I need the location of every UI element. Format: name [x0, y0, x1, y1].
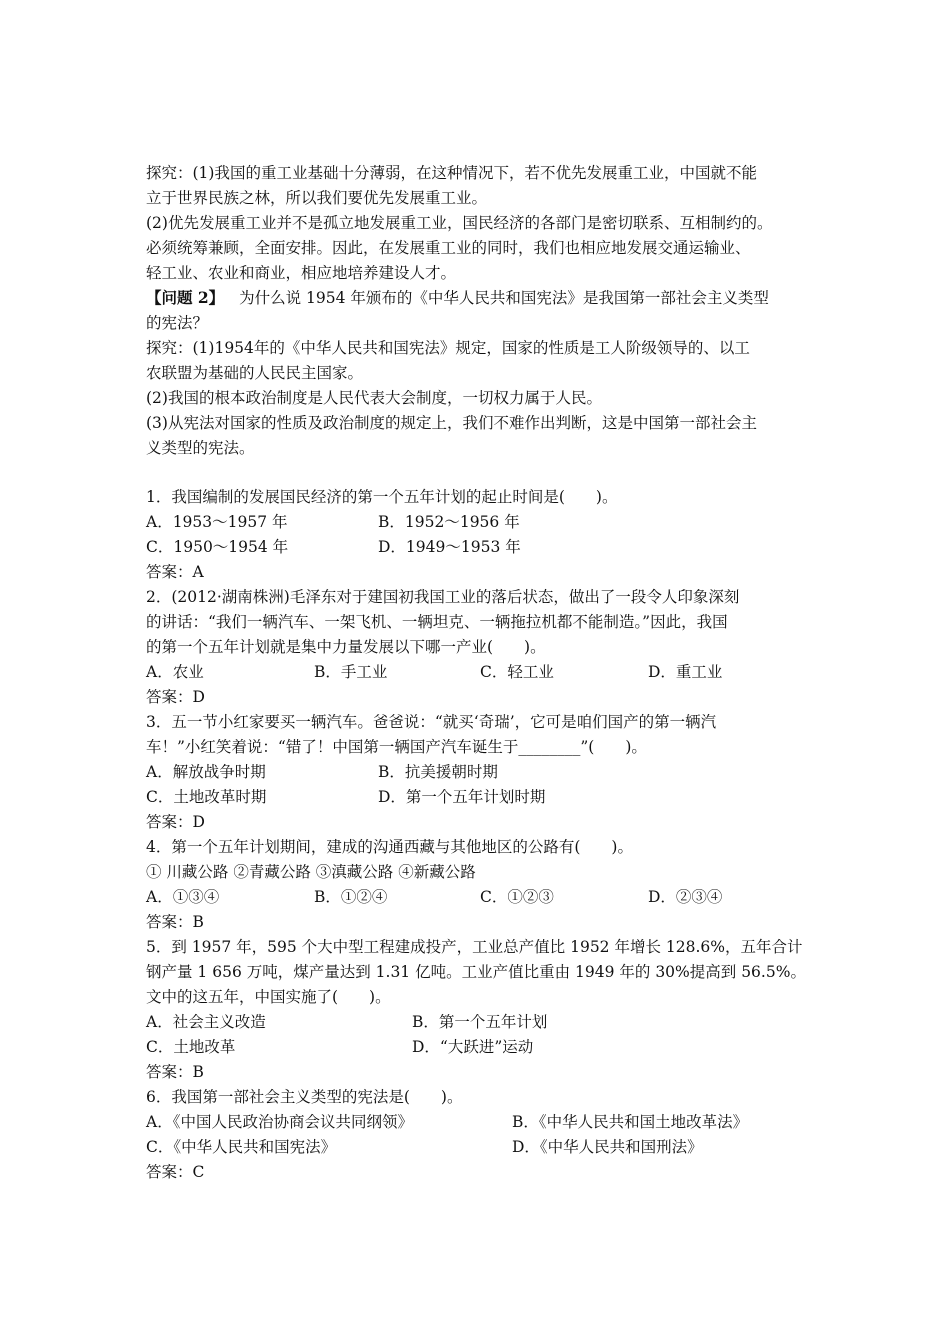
- q6-stem: 6．我国第一部社会主义类型的宪法是( )。: [146, 1088, 463, 1106]
- q2-line1: 2．(2012·湖南株洲)毛泽东对于建国初我国工业的落后状态，做出了一段令人印象深刻: [146, 588, 740, 606]
- q1-answer: 答案：A: [146, 563, 204, 581]
- question2-line2: 的宪法？: [146, 314, 209, 332]
- q1-option-a: A．1953～1957 年: [146, 513, 288, 531]
- q3-option-c: C．土地改革时期: [146, 788, 267, 806]
- q5-line3: 文中的这五年，中国实施了( )。: [146, 988, 391, 1006]
- q6-option-d: D．《中华人民共和国刑法》: [512, 1138, 703, 1156]
- q2-line2: 的讲话：“我们一辆汽车、一架飞机、一辆坦克、一辆拖拉机都不能制造。”因此，我国: [146, 613, 728, 631]
- explore1-line2: 立于世界民族之林，所以我们要优先发展重工业。: [146, 189, 488, 207]
- q1-option-c: C．1950～1954 年: [146, 538, 289, 556]
- q1-option-d: D．1949～1953 年: [378, 538, 521, 556]
- explore2-line4: (3)从宪法对国家的性质及政治制度的规定上，我们不难作出判断，这是中国第一部社会主: [146, 414, 757, 432]
- q5-option-a: A．社会主义改造: [146, 1013, 266, 1031]
- q6-option-c: C．《中华人民共和国宪法》: [146, 1138, 337, 1156]
- q4-option-b: B．①②④: [314, 888, 388, 906]
- q3-line2: 车！”小红笑着说：“错了！中国第一辆国产汽车诞生于________”( )。: [146, 738, 647, 756]
- q3-option-d: D．第一个五年计划时期: [378, 788, 546, 806]
- q2-option-d: D．重工业: [648, 663, 723, 681]
- q3-line1: 3．五一节小红家要买一辆汽车。爸爸说：“就买‘奇瑞’，它可是咱们国产的第一辆汽: [146, 713, 717, 731]
- q5-option-d: D．“大跃进”运动: [412, 1038, 534, 1056]
- q5-option-c: C．土地改革: [146, 1038, 236, 1056]
- explore2-line3: (2)我国的根本政治制度是人民代表大会制度，一切权力属于人民。: [146, 389, 602, 407]
- q5-line2: 钢产量 1 656 万吨，煤产量达到 1.31 亿吨。工业产值比重由 1949 年的 30%提高到 56.5%。: [146, 963, 806, 981]
- q3-option-b: B．抗美援朝时期: [378, 763, 498, 781]
- q6-answer: 答案：C: [146, 1163, 205, 1181]
- q5-answer: 答案：B: [146, 1063, 204, 1081]
- q2-line3: 的第一个五年计划就是集中力量发展以下哪一产业( )。: [146, 638, 546, 656]
- question2-line1: [146, 288, 769, 308]
- q4-option-a: A．①③④: [146, 888, 220, 906]
- explore1-line5: 轻工业、农业和商业，相应地培养建设人才。: [146, 264, 457, 282]
- q2-option-a: A．农业: [146, 663, 204, 681]
- explore1-line4: 必须统筹兼顾，全面安排。因此，在发展重工业的同时，我们也相应地发展交通运输业、: [146, 239, 751, 257]
- q3-option-a: A．解放战争时期: [146, 763, 266, 781]
- q5-option-b: B．第一个五年计划: [412, 1013, 548, 1031]
- explore2-line2: 农联盟为基础的人民民主国家。: [146, 364, 364, 382]
- explore2-line5: 义类型的宪法。: [146, 439, 255, 457]
- question2-text: 为什么说 1954 年颁布的《中华人民共和国宪法》是我国第一部社会主义类型: [239, 289, 769, 307]
- explore1-line3: (2)优先发展重工业并不是孤立地发展重工业，国民经济的各部门是密切联系、互相制约的。: [146, 214, 773, 232]
- q4-answer: 答案：B: [146, 913, 204, 931]
- q4-line1: 4．第一个五年计划期间，建成的沟通西藏与其他地区的公路有( )。: [146, 838, 633, 856]
- q4-line2: ① 川藏公路 ②青藏公路 ③滇藏公路 ④新藏公路: [146, 863, 476, 881]
- q2-answer: 答案：D: [146, 688, 205, 706]
- q2-option-b: B．手工业: [314, 663, 388, 681]
- explore2-line1: 探究：(1)1954年的《中华人民共和国宪法》规定，国家的性质是工人阶级领导的、以工: [146, 339, 750, 357]
- q4-option-c: C．①②③: [480, 888, 554, 906]
- q1-stem: 1．我国编制的发展国民经济的第一个五年计划的起止时间是( )。: [146, 488, 618, 506]
- q1-option-b: B．1952～1956 年: [378, 513, 520, 531]
- q5-line1: 5．到 1957 年，595 个大中型工程建成投产，工业总产值比 1952 年增长 128.6%，五年合计: [146, 938, 803, 956]
- question2-tag: 【问题 2】: [146, 288, 225, 307]
- q6-option-b: B．《中华人民共和国土地改革法》: [512, 1113, 749, 1131]
- explore1-line1: 探究：(1)我国的重工业基础十分薄弱，在这种情况下，若不优先发展重工业，中国就不能: [146, 164, 757, 182]
- q4-option-d: D．②③④: [648, 888, 723, 906]
- q2-option-c: C．轻工业: [480, 663, 554, 681]
- q6-option-a: A．《中国人民政治协商会议共同纲领》: [146, 1113, 413, 1131]
- q3-answer: 答案：D: [146, 813, 205, 831]
